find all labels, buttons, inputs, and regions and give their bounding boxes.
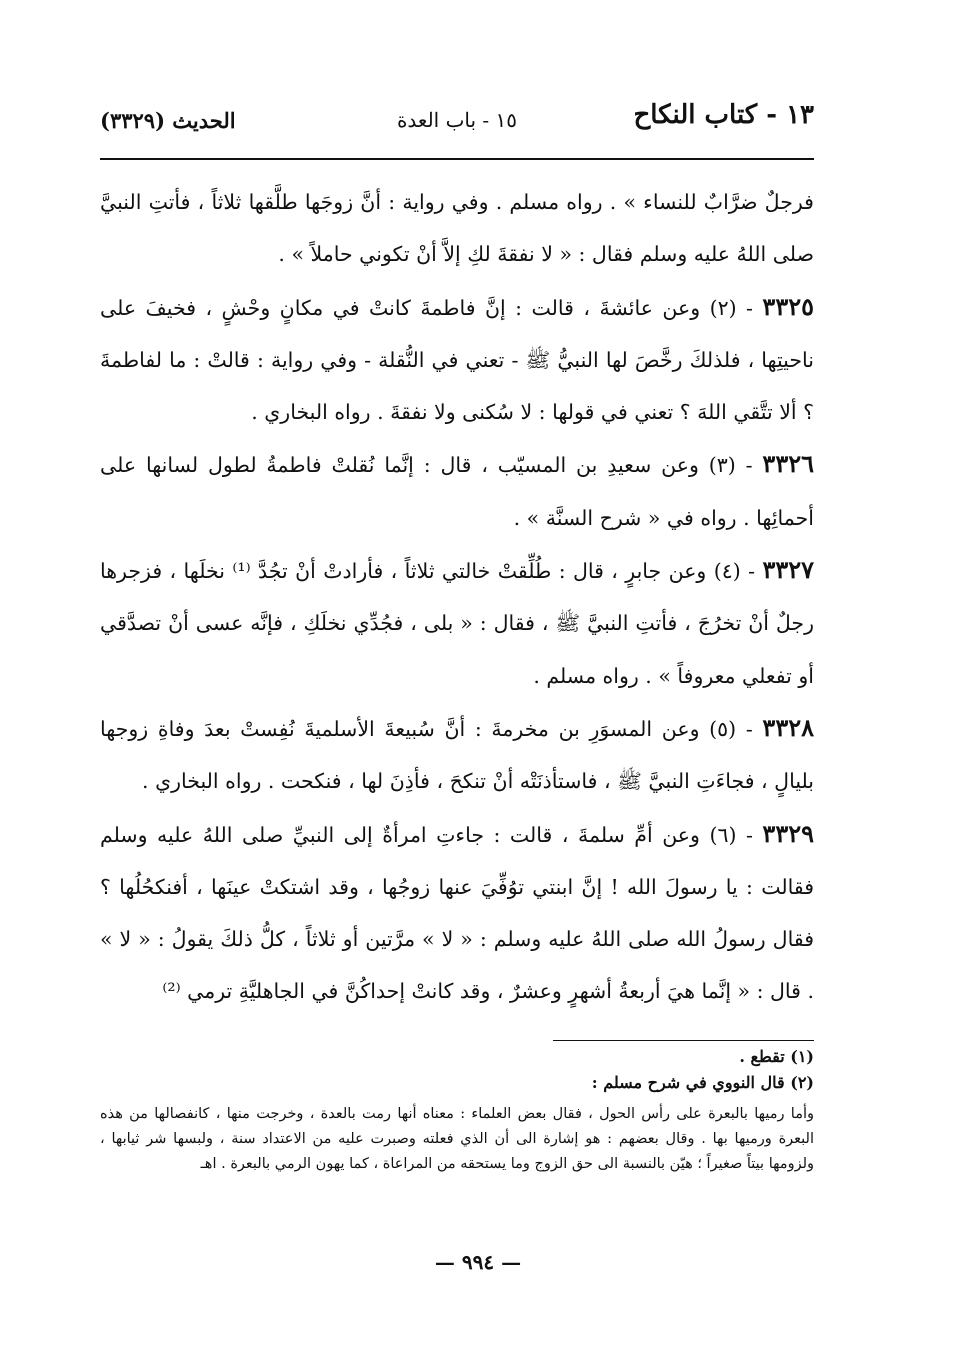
- page-header: [100, 96, 814, 156]
- hadith-number: ٣٣٢٨: [762, 712, 814, 742]
- main-text: [100, 176, 814, 1018]
- header-divider: [100, 158, 814, 160]
- footnote-quote: وأما رميها بالبعرة على رأس الحول ، فقال بعض العلماء : معناه أنها رمت بالعدة ، وخرجت منها ، كانفصالها من هذه البعرة ورميها بها . وقال بعضهم : هو إشارة الى أن الذي فعلته وصبرت عليه من الاعتداد سنة ، ولبسها شر ثيابها ، ولزومها بيتاً صغيراً ؛ هيّن بالنسبة الى حق الزوج وما يستحقه من المراعاة ، كما يهون الرمي بالبعرة . اهـ: [100, 1106, 814, 1172]
- hadith-3326: [100, 438, 814, 544]
- paragraph-text: فرجلٌ ضرَّابٌ للنساء » . رواه مسلم . وفي رواية : أنَّ زوجَها طلَّقها ثلاثاً ، فأتتِ النبيَّ صلى اللهُ عليه وسلم فقال : « لا نفقةَ لكِ إلاَّ أنْ تكوني حاملاً » .: [100, 190, 814, 267]
- hadith-range: الحديث (٣٣٢٩): [100, 108, 236, 133]
- paragraph-text: - (٢) وعن عائشةَ ، قالت : إنَّ فاطمةَ كانتْ في مكانٍ وحْشٍ ، فخيفَ على ناحيتِها ، فلذلكَ رخَّصَ لها النبيُّ ﷺ - تعني في النُّقلة - وفي رواية : قالتْ : ما لفاطمةَ ؟ ألا تتَّقي اللهَ ؟ تعني في قولها : لا سُكنى ولا نفقةَ . رواه البخاري .: [100, 295, 814, 425]
- footnote-2: (٢) قال النووي في شرح مسلم :: [591, 1073, 814, 1092]
- hadith-number: ٣٣٢٧: [762, 555, 814, 585]
- paragraph-text: - (٦) وعن أمِّ سلمةَ ، قالت : جاءتِ امرأةٌ إلى النبيِّ صلى اللهُ عليه وسلم فقالت : يا رسولَ الله ! إنَّ ابنتي توُفِّيَ عنها زوجُها ، وقد اشتكتْ عينَها ، أفنكحُلُها ؟ فقال رسولُ الله صلى اللهُ عليه وسلم : « لا » مرَّتين أو ثلاثاً ، كلُّ ذلكَ يقولُ : « لا » . قال : « إنَّما هيَ أربعةُ أشهرٍ وعشرٌ ، وقد كانتْ إحداكُنَّ في الجاهليَّةِ ترمي ⁽²⁾: [100, 822, 814, 1004]
- hadith-number: ٣٣٢٦: [762, 449, 814, 479]
- paragraph-text: - (٥) وعن المسوَرِ بن مخرمةَ : أنَّ سُبيعةَ الأسلميةَ نُفِستْ بعدَ وفاةِ زوجها بليالٍ ، فجاءَتِ النبيَّ ﷺ ، فاستأذنَتْه أنْ تنكحَ ، فأذِنَ لها ، فنكحت . رواه البخاري .: [100, 716, 814, 794]
- paragraph-continuation: [100, 176, 814, 281]
- hadith-3325: [100, 281, 814, 439]
- hadith-number: ٣٣٢٩: [762, 818, 814, 848]
- footnote-divider: [553, 1040, 814, 1041]
- hadith-3328: [100, 702, 814, 808]
- footnote-1: (١) تقطع .: [739, 1047, 814, 1066]
- chapter-title: ١٣ - كتاب النكاح: [633, 100, 814, 130]
- page-number: — ٩٩٤ —: [434, 1250, 522, 1274]
- section-title: ١٥ - باب العدة: [396, 108, 518, 132]
- hadith-3329: [100, 808, 814, 1018]
- paragraph-text: - (٣) وعن سعيدِ بن المسيّب ، قال : إنَّما نُقلتْ فاطمةُ لطول لسانها على أحمائِها . رواه في « شرح السنَّة » .: [100, 453, 814, 530]
- hadith-3327: [100, 544, 814, 702]
- footnotes: [100, 1044, 814, 1177]
- hadith-number: ٣٣٢٥: [762, 291, 814, 321]
- paragraph-text: - (٤) وعن جابرٍ ، قال : طُلِّقتْ خالتي ثلاثاً ، فأرادتْ أنْ تجُدَّ ⁽¹⁾ نخلَها ، فزجرها رجلٌ أنْ تخرُجَ ، فأتتِ النبيَّ ﷺ ، فقال : « بلى ، فجُدِّي نخلَكِ ، فإنَّه عسى أنْ تصدَّقي أو تفعلي معروفاً » . رواه مسلم .: [100, 559, 814, 688]
